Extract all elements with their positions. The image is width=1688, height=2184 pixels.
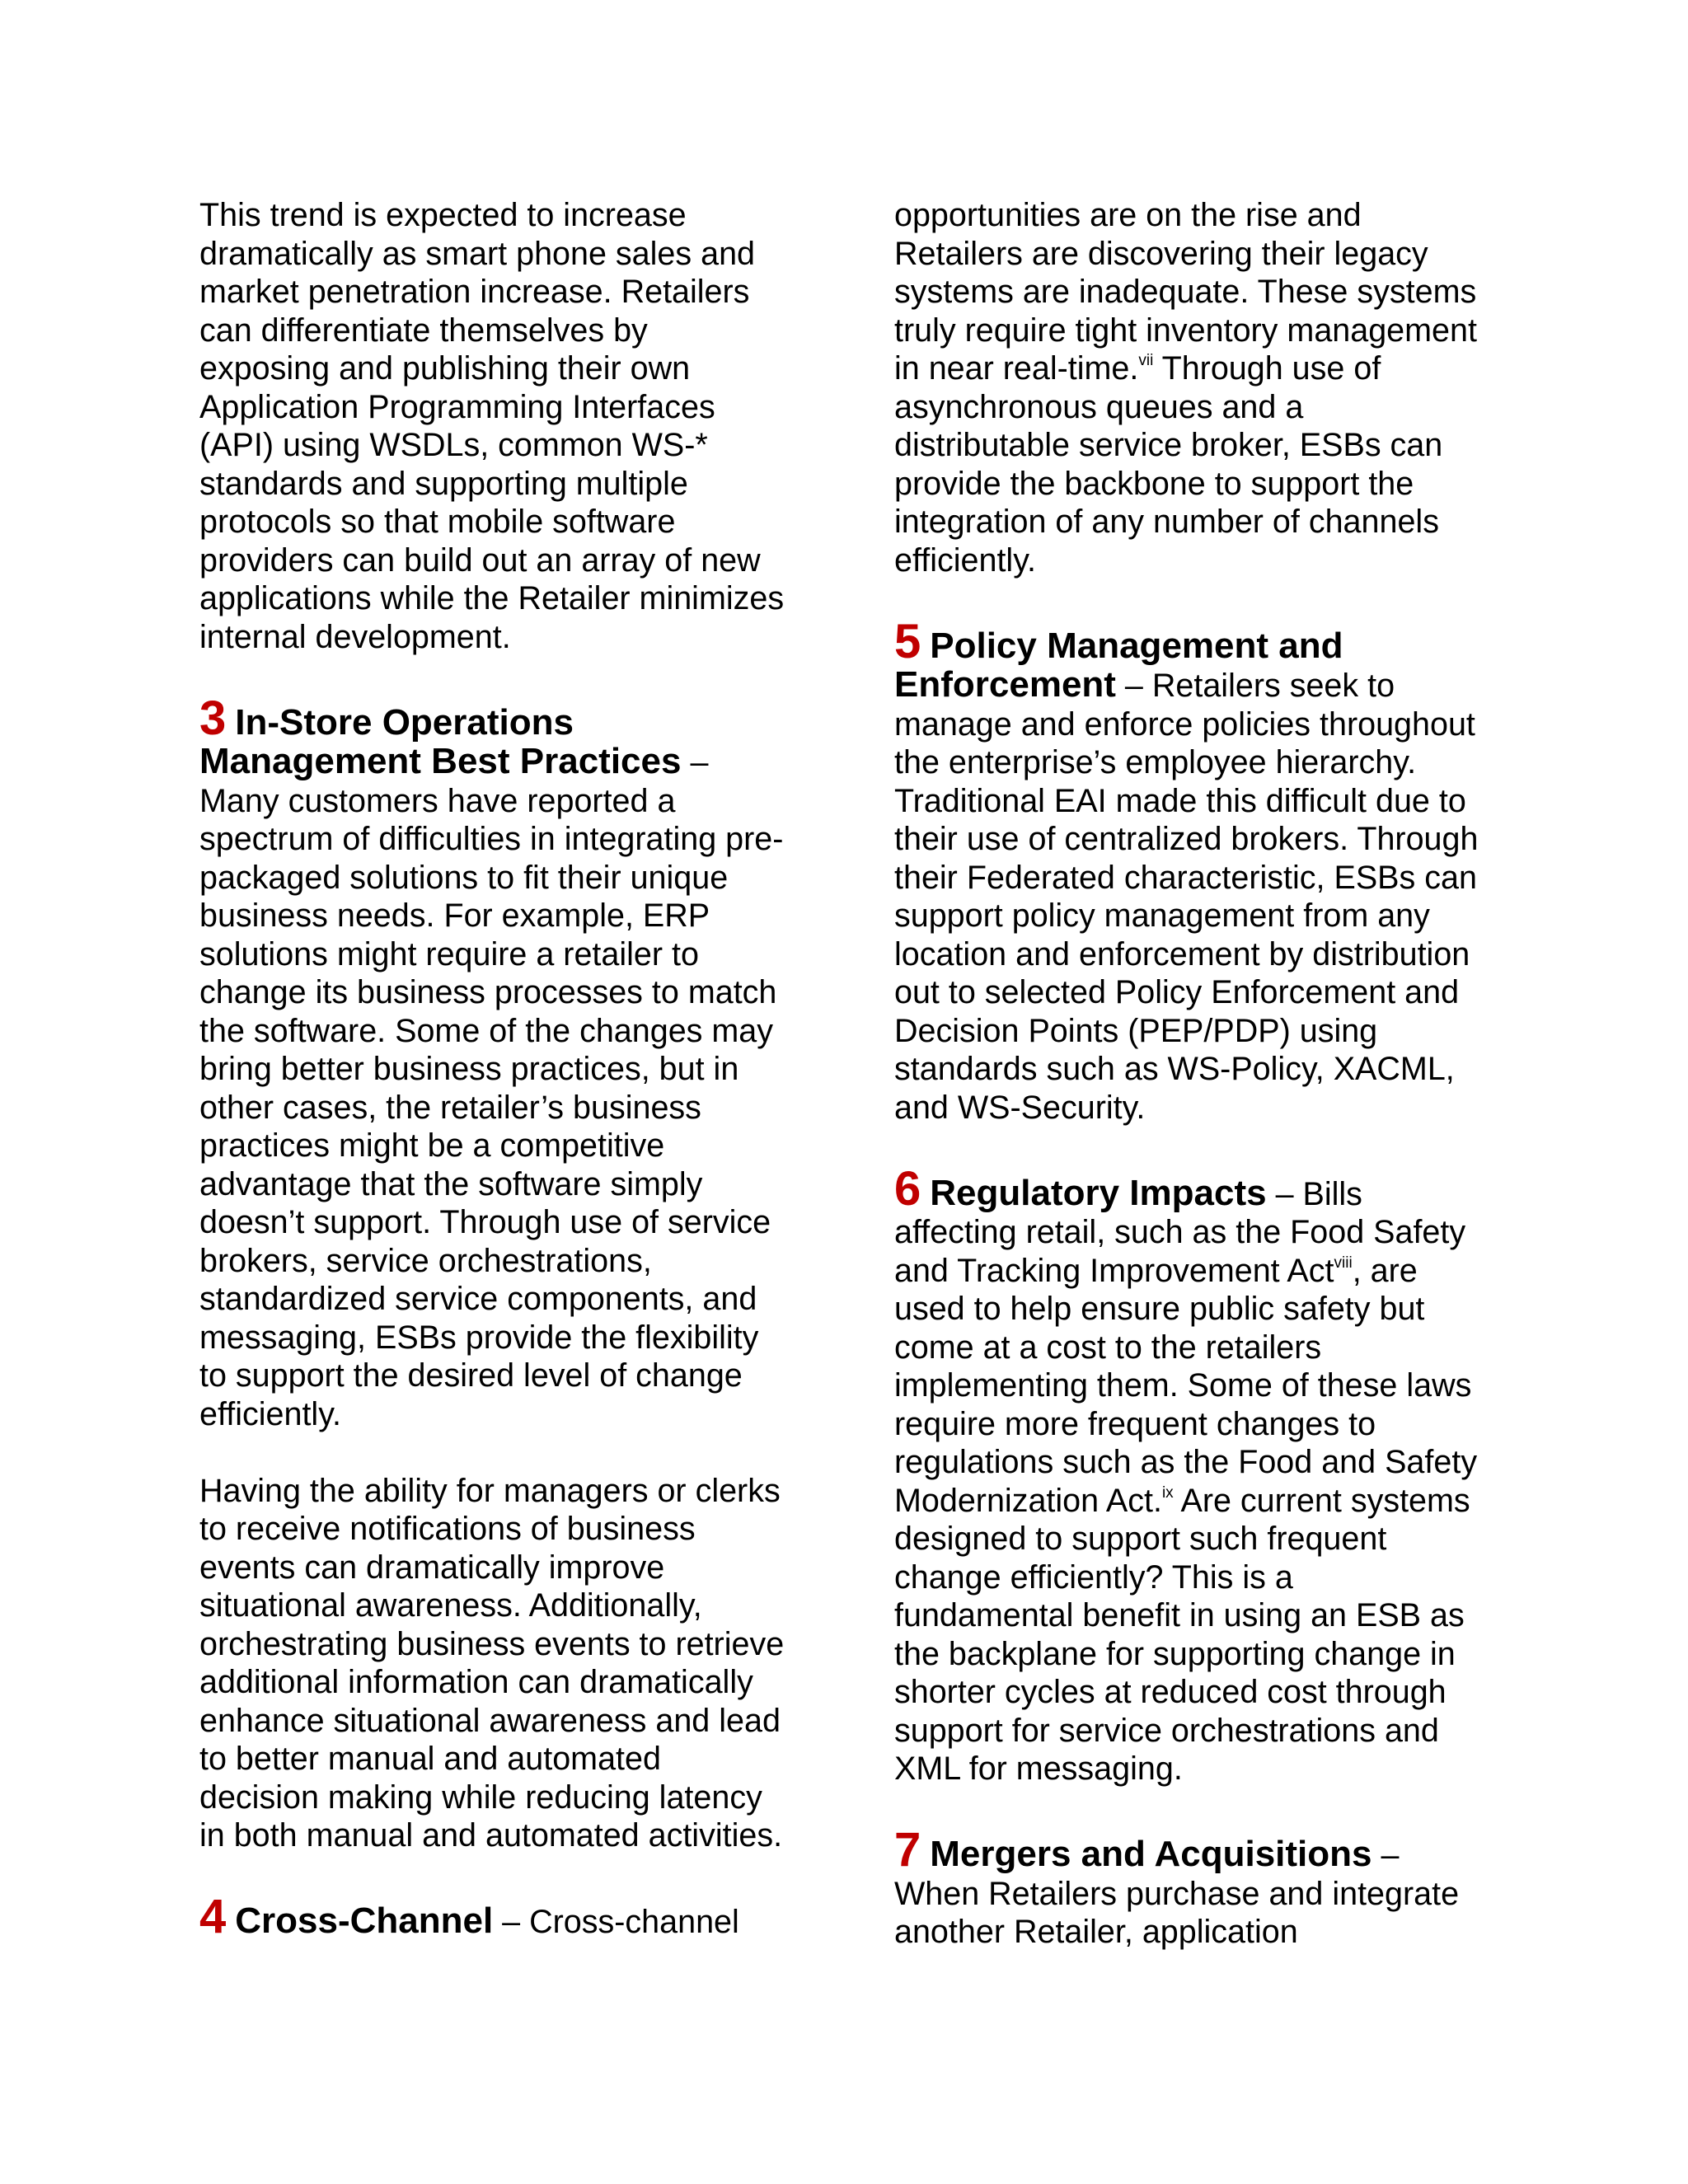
- text-line: another Retailer, application: [894, 1914, 1298, 1950]
- text-fragment: Modernization Act.: [894, 1482, 1162, 1519]
- text-line: XML for messaging.: [894, 1750, 1183, 1787]
- text-line: internal development.: [199, 618, 511, 655]
- text-line: decision making while reducing latency: [199, 1779, 762, 1816]
- text-line: implementing them. Some of these laws: [894, 1367, 1472, 1404]
- text-line: the enterprise’s employee hierarchy.: [894, 744, 1417, 780]
- section-4-continued: [894, 196, 1521, 579]
- text-line: Application Programming Interfaces: [199, 388, 715, 425]
- section-3: [199, 691, 826, 1855]
- endnote-ref: vii: [1138, 352, 1154, 369]
- em-dash: –: [681, 744, 709, 780]
- section-title: Policy Management and: [930, 625, 1343, 666]
- text-line: fundamental benefit in using an ESB as: [894, 1597, 1465, 1633]
- text-line: provide the backbone to support the: [894, 465, 1414, 502]
- text-line: Traditional EAI made this difficult due to: [894, 782, 1466, 819]
- text-line: Decision Points (PEP/PDP) using: [894, 1012, 1378, 1049]
- section-lead: – Retailers seek to: [1115, 668, 1395, 704]
- text-fragment: and Tracking Improvement Act: [894, 1252, 1334, 1289]
- text-line: efficiently.: [894, 541, 1036, 579]
- text-line: [894, 349, 1521, 388]
- text-line: their Federated characteristic, ESBs can: [894, 859, 1477, 896]
- text-line: the backplane for supporting change in: [894, 1635, 1456, 1672]
- text-line: efficiently.: [199, 1395, 341, 1432]
- section-5: [894, 614, 1521, 1127]
- section-title: Mergers and Acquisitions: [930, 1834, 1372, 1874]
- text-line: situational awareness. Additionally,: [199, 1587, 702, 1624]
- text-line: their use of centralized brokers. Through: [894, 821, 1479, 857]
- text-line: used to help ensure public safety but: [894, 1291, 1425, 1327]
- text-line: out to selected Policy Enforcement and: [894, 974, 1460, 1010]
- section-7-heading: [894, 1823, 1521, 1877]
- text-line: brokers, service orchestrations,: [199, 1242, 652, 1279]
- text-line: additional information can dramatically: [199, 1664, 753, 1700]
- text-line: applications while the Retailer minimizes: [199, 580, 785, 616]
- text-line: practices might be a competitive: [199, 1127, 665, 1164]
- section-5-heading: [894, 614, 1521, 668]
- text-line: manage and enforce policies throughout: [894, 705, 1475, 743]
- em-dash: –: [1372, 1837, 1400, 1873]
- text-line: require more frequent changes to: [894, 1405, 1376, 1442]
- section-lead: – Bills: [1266, 1175, 1362, 1212]
- text-line: change efficiently? This is a: [894, 1558, 1293, 1596]
- text-line: standards and supporting multiple: [199, 465, 688, 502]
- text-line: events can dramatically improve: [199, 1549, 665, 1586]
- text-line: location and enforcement by distribution: [894, 935, 1470, 972]
- text-line: designed to support such frequent: [894, 1521, 1387, 1557]
- text-line: solutions might require a retailer to: [199, 935, 699, 972]
- section-number: 6: [894, 1161, 921, 1216]
- text-line: support for service orchestrations and: [894, 1712, 1439, 1749]
- section-lead: – Cross-channel: [493, 1904, 739, 1940]
- text-line: doesn’t support. Through use of service: [199, 1204, 771, 1240]
- text-line: spectrum of difficulties in integrating pre-: [199, 821, 784, 857]
- text-line: enhance situational awareness and lead: [199, 1702, 781, 1739]
- text-line: in both manual and automated activities.: [199, 1817, 783, 1854]
- section-title: Cross-Channel: [235, 1900, 494, 1941]
- text-line: This trend is expected to increase: [199, 197, 687, 233]
- text-fragment: Through use of: [1153, 350, 1381, 387]
- text-line: protocols so that mobile software: [199, 504, 676, 540]
- text-line: distributable service broker, ESBs can: [894, 427, 1443, 463]
- text-line: market penetration increase. Retailers: [199, 274, 750, 310]
- text-fragment: Are current systems: [1173, 1482, 1470, 1519]
- section-number: 4: [199, 1890, 227, 1943]
- left-column: [199, 196, 826, 1942]
- text-line: to receive notifications of business: [199, 1511, 696, 1547]
- text-line: advantage that the software simply: [199, 1165, 703, 1202]
- section-number: 7: [894, 1823, 921, 1877]
- text-line: other cases, the retailer’s business: [199, 1089, 701, 1126]
- section-4-heading: [199, 1890, 826, 1943]
- section-number: 3: [199, 691, 227, 745]
- section-title: Regulatory Impacts: [930, 1172, 1267, 1213]
- text-line: systems are inadequate. These systems: [894, 274, 1477, 310]
- text-fragment: , are: [1352, 1252, 1418, 1289]
- text-line: [894, 1482, 1521, 1521]
- text-line: to better manual and automated: [199, 1741, 661, 1777]
- text-line: packaged solutions to fit their unique: [199, 859, 729, 896]
- text-line: truly require tight inventory management: [894, 312, 1477, 349]
- text-line: exposing and publishing their own: [199, 350, 691, 387]
- text-line: [894, 1252, 1521, 1291]
- text-line: When Retailers purchase and integrate: [894, 1875, 1460, 1912]
- text-line: to support the desired level of change: [199, 1357, 743, 1394]
- text-fragment: in near real-time.: [894, 350, 1139, 387]
- text-line: standards such as WS-Policy, XACML,: [894, 1051, 1455, 1087]
- text-line: orchestrating business events to retrieve: [199, 1625, 785, 1662]
- text-line: change its business processes to match: [199, 974, 777, 1010]
- section-6: [894, 1161, 1521, 1788]
- text-line: come at a cost to the retailers: [894, 1329, 1322, 1366]
- endnote-ref: viii: [1334, 1254, 1353, 1272]
- text-line: business needs. For example, ERP: [199, 898, 710, 934]
- text-line: and WS-Security.: [894, 1089, 1146, 1126]
- section-title: Management Best Practices: [199, 741, 682, 781]
- section-5-heading-line2: [894, 666, 1521, 705]
- text-line: (API) using WSDLs, common WS-*: [199, 427, 708, 463]
- section-6-heading: [894, 1161, 1521, 1216]
- text-line: integration of any number of channels: [894, 504, 1439, 540]
- intro-paragraph: [199, 196, 826, 656]
- text-line: providers can build out an array of new: [199, 541, 761, 579]
- text-line: Retailers are discovering their legacy: [894, 235, 1428, 272]
- text-line: asynchronous queues and a: [894, 388, 1304, 425]
- endnote-ref: ix: [1161, 1483, 1174, 1502]
- text-line: affecting retail, such as the Food Safety: [894, 1214, 1466, 1250]
- text-line: shorter cycles at reduced cost through: [894, 1674, 1447, 1710]
- text-line: messaging, ESBs provide the flexibility: [199, 1319, 759, 1356]
- section-title: In-Store Operations: [235, 701, 574, 743]
- text-line: bring better business practices, but in: [199, 1051, 739, 1087]
- text-line: can differentiate themselves by: [199, 312, 648, 349]
- text-line: Many customers have reported a: [199, 782, 676, 819]
- text-line: opportunities are on the rise and: [894, 197, 1362, 233]
- text-line: regulations such as the Food and Safety: [894, 1444, 1478, 1480]
- text-line: dramatically as smart phone sales and: [199, 235, 756, 272]
- section-3-heading-line2: [199, 743, 826, 782]
- text-line: standardized service components, and: [199, 1281, 757, 1317]
- section-title: Enforcement: [894, 664, 1116, 705]
- text-line: support policy management from any: [894, 898, 1430, 934]
- section-3-heading: [199, 691, 826, 745]
- text-line: the software. Some of the changes may: [199, 1012, 774, 1049]
- section-number: 5: [894, 614, 921, 668]
- text-line: Having the ability for managers or clerks: [199, 1472, 781, 1509]
- right-column: [894, 196, 1521, 1952]
- section-7: [894, 1823, 1521, 1952]
